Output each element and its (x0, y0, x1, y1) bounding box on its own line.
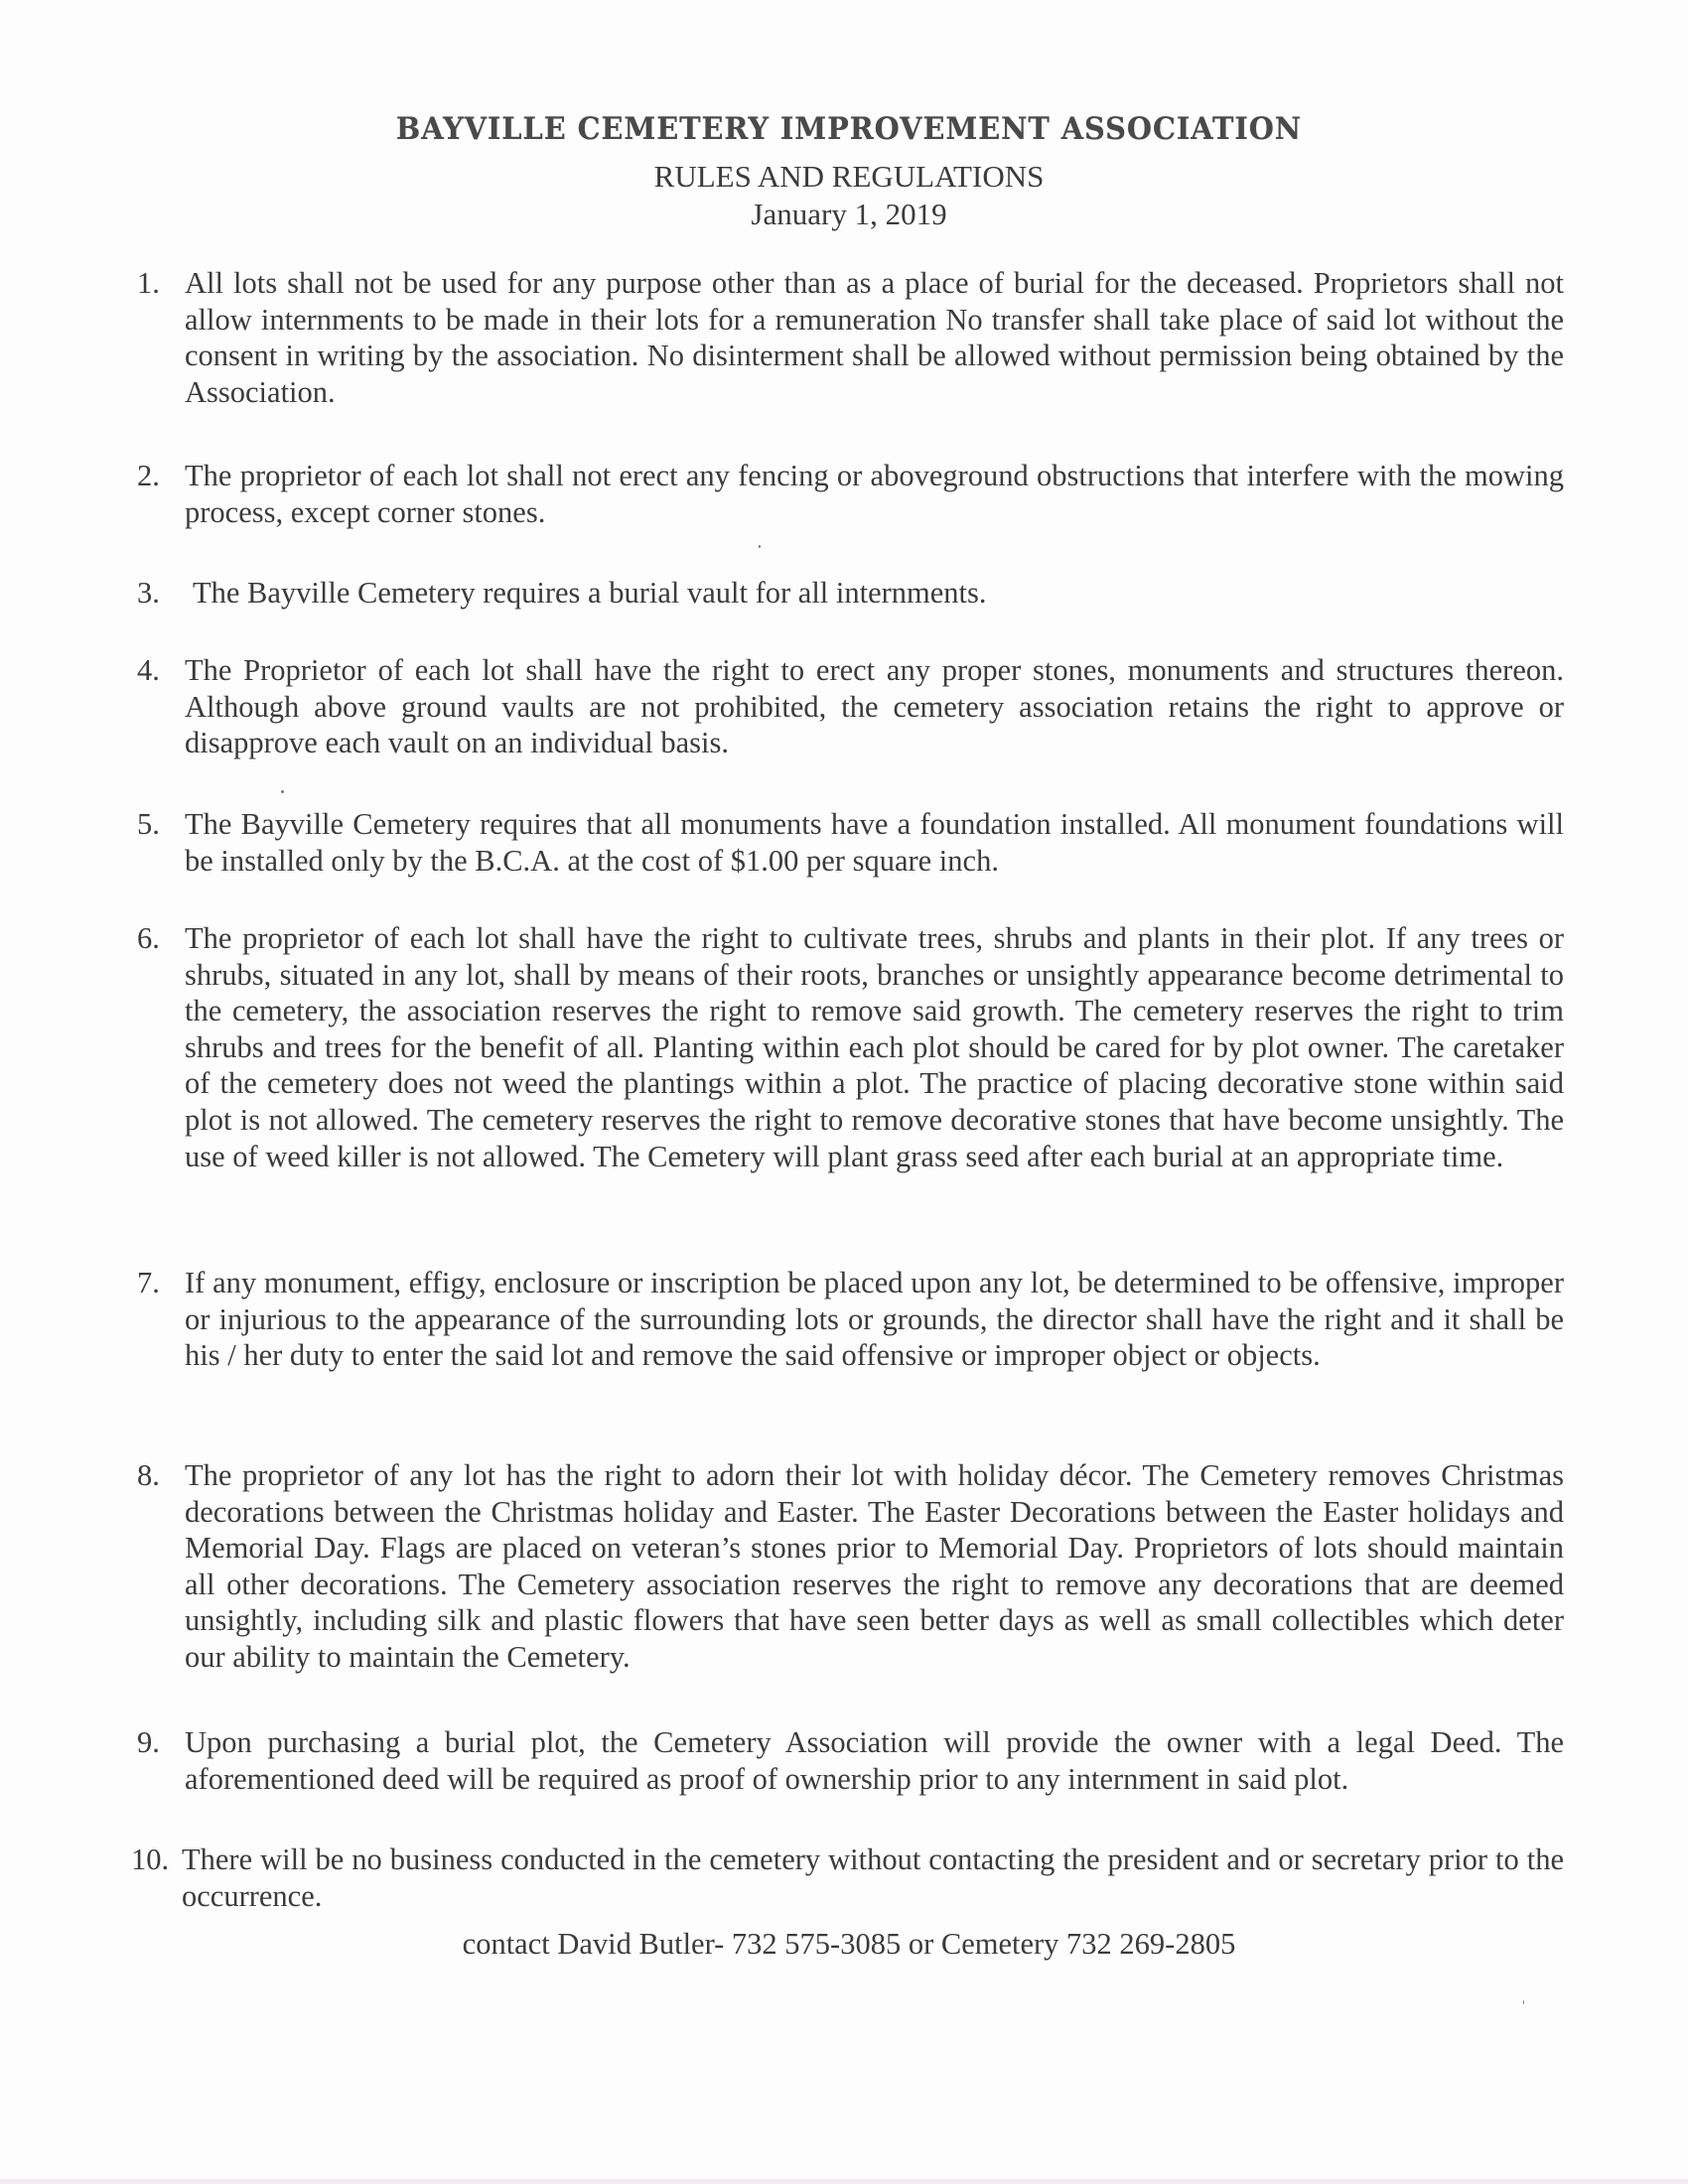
rule-text: The proprietor of each lot shall not erect any fencing or aboveground obstructions that interfere with the mowing process, except corner stones. (185, 459, 1564, 529)
rule-item-7 (129, 1265, 1564, 1374)
rule-item-3 (129, 575, 1564, 612)
rule-item-9 (129, 1724, 1564, 1797)
rule-text: Upon purchasing a burial plot, the Cemetery Association will provide the owner with a legal Deed. The aforementioned deed will be required as proof of ownership prior to any internment in said plot. (185, 1725, 1564, 1796)
rule-text: The proprietor of any lot has the right to adorn their lot with holiday décor. The Cemetery removes Christmas decorations between the Christmas holiday and Easter. The Easter Decorations between the Easter holidays and Memorial Day. Flags are placed on veteran’s stones prior to Memorial Day. Proprietors of lots should maintain all other decorations. The Cemetery association reserves the right to remove any decorations that are deemed unsightly, including silk and plastic flowers that have seen better days as well as small collectibles which deter our ability to maintain the Cemetery. (185, 1458, 1564, 1674)
rule-text: All lots shall not be used for any purpose other than as a place of burial for the deceased. Proprietors shall not allow internments to be made in their lots for a remuneration No transfer shall take place of said lot without the consent in writing by the association. No disinterment shall be allowed without permission being obtained by the Association. (185, 266, 1564, 409)
scan-edge-strip (0, 2179, 1688, 2184)
rule-item-2 (129, 458, 1564, 530)
rule-text: There will be no business conducted in the cemetery without contacting the president and or secretary prior to the occurrence. (182, 1843, 1564, 1913)
rule-number: 6. (137, 921, 160, 955)
document-date: January 1, 2019 (751, 197, 947, 231)
rule-item-6 (129, 920, 1564, 1174)
rule-number: 7. (137, 1266, 160, 1299)
rule-item-5 (129, 806, 1564, 879)
rule-item-1 (129, 265, 1564, 410)
rule-number: 2. (137, 459, 160, 492)
rule-number: 1. (137, 266, 160, 300)
rule-number: 3. (137, 576, 160, 610)
rule-text: The Bayville Cemetery requires that all monuments have a foundation installed. All monument foundations will be installed only by the B.C.A. at the cost of $1.00 per square inch. (185, 807, 1564, 878)
rule-text: The Proprietor of each lot shall have the right to erect any proper stones, monuments and structures thereon. Although above ground vaults are not prohibited, the cemetery association retains the right to approve or disapprove each vault on an individual basis. (185, 653, 1564, 760)
document-subtitle: RULES AND REGULATIONS (653, 159, 1045, 194)
association-title: BAYVILLE CEMETERY IMPROVEMENT ASSOCIATION (395, 111, 1303, 147)
rule-text: The proprietor of each lot shall have the right to cultivate trees, shrubs and plants in their plot. If any trees or shrubs, situated in any lot, shall by means of their roots, branches or unsightly appearance become detrimental to the cemetery, the association reserves the right to remove said growth. The cemetery reserves the right to trim shrubs and trees for the benefit of all. Planting within each plot should be cared for by plot owner. The caretaker of the cemetery does not weed the plantings within a plot. The practice of placing decorative stone within said plot is not allowed. The cemetery reserves the right to remove decorative stones that have become unsightly. The use of weed killer is not allowed. The Cemetery will plant grass seed after each burial at an appropriate time. (185, 921, 1564, 1173)
rule-text: If any monument, effigy, enclosure or inscription be placed upon any lot, be determined to be offensive, improper or injurious to the appearance of the surrounding lots or grounds, the director shall have the right and it shall be his / her duty to enter the said lot and remove the said offensive or improper object or objects. (185, 1266, 1564, 1373)
scan-speck (759, 545, 761, 548)
rule-number: 8. (137, 1458, 160, 1492)
rule-item-4 (129, 652, 1564, 761)
rule-text: The Bayville Cemetery requires a burial vault for all internments. (193, 576, 987, 610)
rule-item-8 (129, 1457, 1564, 1676)
scan-speck (281, 790, 284, 793)
rule-number: 4. (137, 653, 160, 687)
rule-item-10 (129, 1842, 1564, 1914)
rule-number: 5. (137, 807, 160, 841)
contact-line: contact David Butler- 732 575-3085 or Cemetery 732 269-2805 (462, 1927, 1236, 1961)
scan-speck (1523, 2000, 1524, 2004)
rule-number: 10. (131, 1843, 170, 1876)
rule-number: 9. (137, 1725, 160, 1759)
